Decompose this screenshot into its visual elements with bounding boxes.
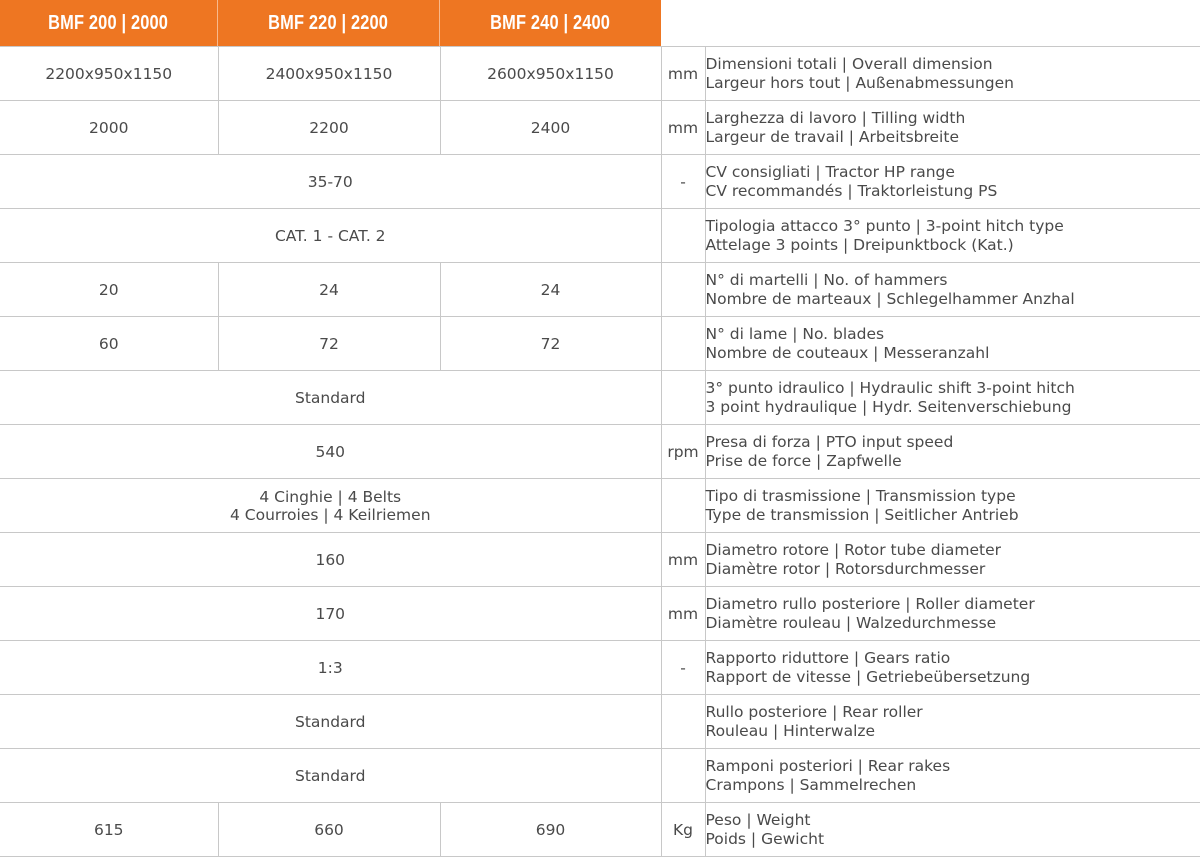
specifications-body (0, 47, 1200, 857)
spec-description-line: Diamètre rotor | Rotorsdurchmesser (705, 559, 986, 578)
spec-description-line: Rapport de vitesse | Getriebeübersetzung (705, 667, 1031, 686)
spec-value-cell: 72 (440, 317, 661, 371)
spec-value-line: 4 Cinghie | 4 Belts (259, 487, 402, 506)
spec-description-cell (705, 371, 1200, 425)
spec-value-cell: 660 (218, 803, 440, 857)
spec-value-cell: 2000 (0, 101, 218, 155)
spec-value-line: Standard (294, 388, 366, 407)
spec-value-cell (0, 695, 661, 749)
spec-description-line: CV recommandés | Traktorleistung PS (705, 181, 998, 200)
spec-description-line: Tipologia attacco 3° punto | 3-point hitch type (705, 216, 1064, 235)
spec-row (0, 47, 1200, 101)
header-divider (439, 0, 440, 46)
spec-description-line: Nombre de marteaux | Schlegelhammer Anzhal (705, 289, 1075, 308)
spec-value-cell (0, 209, 661, 263)
spec-value-line: 1:3 (317, 658, 343, 677)
spec-description-cell (705, 749, 1200, 803)
spec-description-line: Diametro rullo posteriore | Roller diameter (705, 594, 1035, 613)
model-header-bmf220 (218, 0, 439, 46)
spec-value-cell (0, 749, 661, 803)
spec-description-line: Diamètre rouleau | Walzedurchmesse (705, 613, 997, 632)
spec-row (0, 695, 1200, 749)
spec-description-line: Largeur de travail | Arbeitsbreite (705, 127, 959, 146)
spec-row (0, 155, 1200, 209)
spec-value-cell: 72 (218, 317, 440, 371)
spec-unit-cell (661, 209, 705, 263)
spec-value-line: 35-70 (307, 172, 353, 191)
spec-value-line: Standard (294, 712, 366, 731)
spec-description-line: 3° punto idraulico | Hydraulic shift 3-point hitch (705, 378, 1075, 397)
model-header-bmf240 (440, 0, 661, 46)
spec-description-cell (705, 533, 1200, 587)
spec-description-line: N° di lame | No. blades (705, 324, 885, 343)
spec-description-cell (705, 47, 1200, 101)
spec-description-line: Rapporto riduttore | Gears ratio (705, 648, 951, 667)
spec-unit-cell (661, 695, 705, 749)
spec-description-line: Ramponi posteriori | Rear rakes (705, 756, 951, 775)
spec-description-cell (705, 695, 1200, 749)
spec-row (0, 803, 1200, 857)
spec-value-cell: 20 (0, 263, 218, 317)
spec-row (0, 749, 1200, 803)
spec-description-line: Attelage 3 points | Dreipunktbock (Kat.) (705, 235, 1014, 254)
spec-value-cell: 60 (0, 317, 218, 371)
spec-value-line: Standard (294, 766, 366, 785)
spec-description-cell (705, 479, 1200, 533)
spec-description-line: Rullo posteriore | Rear roller (705, 702, 923, 721)
spec-unit-cell: Kg (661, 803, 705, 857)
spec-unit-cell: - (661, 155, 705, 209)
spec-unit-cell (661, 479, 705, 533)
spec-value-cell: 2200 (218, 101, 440, 155)
spec-unit-cell (661, 749, 705, 803)
spec-description-line: Diametro rotore | Rotor tube diameter (705, 540, 1001, 559)
spec-row (0, 587, 1200, 641)
spec-description-cell (705, 263, 1200, 317)
spec-unit-cell: mm (661, 533, 705, 587)
spec-row (0, 263, 1200, 317)
spec-unit-cell (661, 263, 705, 317)
spec-description-line: Nombre de couteaux | Messeranzahl (705, 343, 990, 362)
spec-description-cell (705, 425, 1200, 479)
spec-unit-cell: mm (661, 47, 705, 101)
spec-description-cell (705, 803, 1200, 857)
spec-value-cell: 24 (440, 263, 661, 317)
spec-value-cell: 615 (0, 803, 218, 857)
spec-description-line: CV consigliati | Tractor HP range (705, 162, 955, 181)
spec-description-line: Largeur hors tout | Außenabmessungen (705, 73, 1014, 92)
spec-value-cell: 2400 (440, 101, 661, 155)
spec-value-cell: 2600x950x1150 (440, 47, 661, 101)
spec-value-cell (0, 425, 661, 479)
model-header-label: BMF 200 | 2000 (48, 11, 169, 34)
spec-row (0, 101, 1200, 155)
model-header-label: BMF 220 | 2200 (268, 11, 389, 34)
spec-description-line: N° di martelli | No. of hammers (705, 270, 948, 289)
spec-description-cell (705, 101, 1200, 155)
spec-row (0, 533, 1200, 587)
spec-value-cell (0, 587, 661, 641)
spec-value-cell (0, 479, 661, 533)
spec-description-cell (705, 155, 1200, 209)
spec-description-line: Prise de force | Zapfwelle (705, 451, 902, 470)
spec-row (0, 317, 1200, 371)
spec-unit-cell (661, 317, 705, 371)
spec-value-cell: 2400x950x1150 (218, 47, 440, 101)
spec-value-line: 4 Courroies | 4 Keilriemen (229, 505, 431, 524)
spec-description-line: Type de transmission | Seitlicher Antrieb (705, 505, 1019, 524)
spec-description-line: 3 point hydraulique | Hydr. Seitenverschiebung (705, 397, 1072, 416)
spec-unit-cell: rpm (661, 425, 705, 479)
spec-description-line: Poids | Gewicht (705, 829, 825, 848)
spec-unit-cell: mm (661, 587, 705, 641)
spec-description-cell (705, 641, 1200, 695)
model-header-bmf200 (0, 0, 217, 46)
spec-value-cell (0, 641, 661, 695)
spec-unit-cell (661, 371, 705, 425)
model-header-label: BMF 240 | 2400 (490, 11, 611, 34)
spec-description-cell (705, 587, 1200, 641)
spec-value-line: CAT. 1 - CAT. 2 (274, 226, 386, 245)
spec-row (0, 641, 1200, 695)
spec-description-cell (705, 317, 1200, 371)
spec-value-line: 170 (315, 604, 346, 623)
specifications-table (0, 46, 1200, 857)
spec-description-line: Dimensioni totali | Overall dimension (705, 54, 993, 73)
spec-row (0, 209, 1200, 263)
spec-description-line: Presa di forza | PTO input speed (705, 432, 954, 451)
spec-value-cell: 24 (218, 263, 440, 317)
spec-row (0, 425, 1200, 479)
spec-value-line: 160 (315, 550, 346, 569)
model-header-row (0, 0, 1200, 46)
spec-value-cell (0, 533, 661, 587)
spec-value-cell: 690 (440, 803, 661, 857)
spec-description-line: Tipo di trasmissione | Transmission type (705, 486, 1016, 505)
spec-description-line: Rouleau | Hinterwalze (705, 721, 876, 740)
spec-unit-cell: mm (661, 101, 705, 155)
spec-value-cell (0, 155, 661, 209)
spec-description-cell (705, 209, 1200, 263)
spec-description-line: Peso | Weight (705, 810, 811, 829)
spec-value-cell (0, 371, 661, 425)
spec-description-line: Larghezza di lavoro | Tilling width (705, 108, 966, 127)
spec-unit-cell: - (661, 641, 705, 695)
spec-description-line: Crampons | Sammelrechen (705, 775, 917, 794)
spec-row (0, 479, 1200, 533)
header-divider (217, 0, 218, 46)
spec-row (0, 371, 1200, 425)
spec-value-line: 540 (315, 442, 346, 461)
spec-value-cell: 2200x950x1150 (0, 47, 218, 101)
